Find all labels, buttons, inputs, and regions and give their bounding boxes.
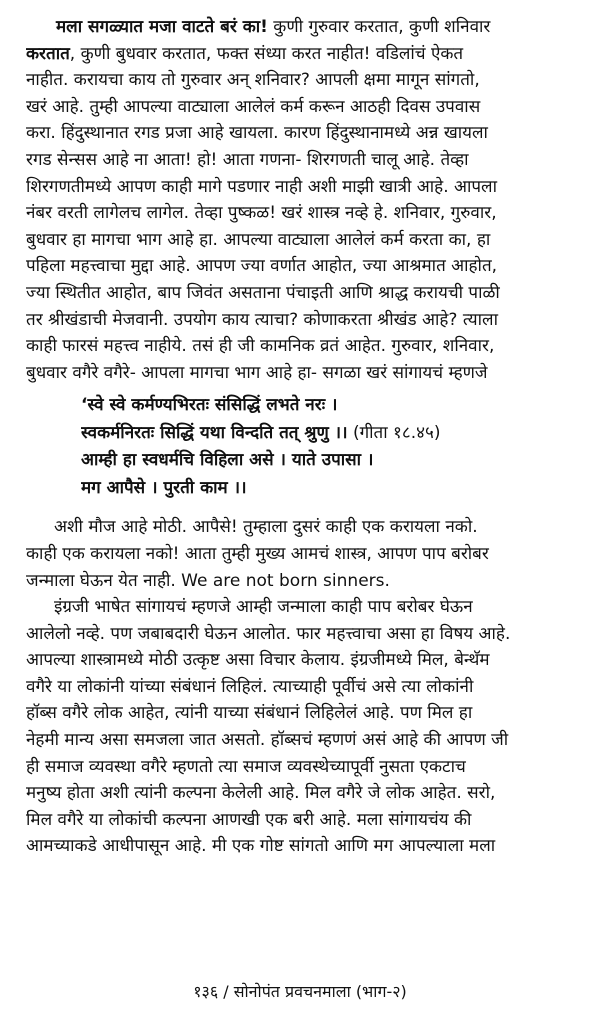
text-line: आमच्याकडे आधीपासून आहे. मी एक गोष्ट सांगतो आणि मग आपल्याला मला bbox=[26, 836, 496, 857]
text-line: शिरगणतीमध्ये आपण काही मागे पडणार नाही अशी माझी खात्री आहे. आपला bbox=[26, 176, 497, 197]
text-span: कुणी गुरुवार करतात, कुणी शनिवार bbox=[267, 17, 491, 37]
text-line: रगड सेन्सस आहे ना आता! हो! आता गणना- शिरगणती चालू आहे. तेव्हा bbox=[26, 149, 469, 170]
text-line: काही एक करायला नको! आता तुम्ही मुख्य आमचं शास्त्र, आपण पाप बरोबर bbox=[26, 543, 489, 564]
text-line: अशी मौज आहे मोठी. आपैसे! तुम्हाला दुसरं काही एक करायला नको. bbox=[54, 517, 478, 538]
text-line: जन्माला घेऊन येत नाही. We are not born sinners. bbox=[26, 570, 390, 591]
text-line: मनुष्य होता अशी त्यांनी कल्पना केलेली आहे. मिल वगैरे जे लोक आहेत. सरो, bbox=[26, 783, 496, 804]
text-line: करा. हिंदुस्थानात रगड प्रजा आहे खायला. कारण हिंदुस्थानामध्ये अन्न खायला bbox=[26, 123, 488, 144]
text-line: नेहमी मान्य असा समजला जात असतो. हॉब्सचं म्हणणं असं आहे की आपण जी bbox=[26, 730, 509, 751]
page-footer: १३६ / सोनोपंत प्रवचनमाला (भाग-२) bbox=[193, 982, 407, 1001]
text-line: खरं आहे. तुम्ही आपल्या वाट्याला आलेलं कर्म करून आठही दिवस उपवास bbox=[26, 96, 481, 117]
lead-phrase: मला सगळ्यात मजा वाटते बरं का! bbox=[56, 17, 268, 37]
verse-text: स्वकर्मनिरतः सिद्धिं यथा विन्दति तत् श्रुणु ।। bbox=[81, 422, 348, 443]
text-line: वगैरे या लोकांनी यांच्या संबंधानं लिहिलं. त्याच्याही पूर्वीचं असे त्या लोकांनी bbox=[26, 676, 474, 697]
text-line: इंग्रजी भाषेत सांगायचं म्हणजे आम्ही जन्माला काही पाप बरोबर घेऊन bbox=[54, 597, 473, 618]
bold-word: करतात bbox=[26, 43, 70, 64]
text-line: ज्या स्थितीत आहोत, बाप जिवंत असताना पंचाइती आणि श्राद्ध करायची पाळी bbox=[26, 282, 500, 303]
paragraph-2 bbox=[26, 514, 574, 594]
text-line: आपल्या शास्त्रामध्ये मोठी उत्कृष्ट असा विचार केलाय. इंग्रजीमध्ये मिल, बेन्थॅम bbox=[26, 650, 490, 671]
text-line: काही फारसं महत्त्व नाहीये. तसं ही जी कामनिक व्रतं आहेत. गुरुवार, शनिवार, bbox=[26, 336, 495, 357]
text-line: हॉब्स वगैरे लोक आहेत, त्यांनी याच्या संबंधानं लिहिलेलं आहे. पण मिल हा bbox=[26, 703, 473, 724]
verse-block bbox=[26, 392, 574, 502]
paragraph-1-line-1 bbox=[26, 14, 574, 41]
paragraph-1 bbox=[26, 14, 574, 386]
verse-line-4: मग आपैसे । पुरती काम ।। bbox=[81, 477, 247, 498]
verse-line-1: ‘स्वे स्वे कर्मण्यभिरतः संसिद्धिं लभते नरः । bbox=[81, 395, 338, 416]
text-line: बुधवार वगैरे वगैरे- आपला मागचा भाग आहे हा- सगळा खरं सांगायचं म्हणजे bbox=[26, 362, 488, 383]
text-line: ही समाज व्यवस्था वगैरे म्हणतो त्या समाज व्यवस्थेच्यापूर्वी नुसता एकटाच bbox=[26, 756, 466, 777]
paragraph-1-line-2 bbox=[26, 41, 574, 68]
text-line: बुधवार हा मागचा भाग आहे हा. आपल्या वाट्याला आलेलं कर्म करता का, हा bbox=[26, 229, 491, 250]
text-span: , कुणी बुधवार करतात, फक्त संध्या करत नाहीत! वडिलांचं ऐकत bbox=[69, 43, 464, 64]
text-line: पहिला महत्त्वाचा मुद्दा आहे. आपण ज्या वर्णात आहोत, ज्या आश्रमात आहोत, bbox=[26, 256, 498, 277]
text-line: तर श्रीखंडाची मेजवानी. उपयोग काय त्याचा? कोणाकरता श्रीखंड आहे? त्याला bbox=[26, 309, 498, 330]
text-line: नाहीत. करायचा काय तो गुरुवार अन् शनिवार? आपली क्षमा मागून सांगतो, bbox=[26, 70, 480, 91]
text-line: आलेलो नव्हे. पण जबाबदारी घेऊन आलोत. फार महत्त्वाचा असा हा विषय आहे. bbox=[26, 623, 511, 644]
verse-line-2 bbox=[81, 420, 574, 448]
text-line: मिल वगैरे या लोकांची कल्पना आणखी एक बरी आहे. मला सांगायचंय की bbox=[26, 809, 472, 830]
text-line: नंबर वरती लागेलच लागेल. तेव्हा पुष्कळ! खरं शास्त्र नव्हे हे. शनिवार, गुरुवार, bbox=[26, 203, 497, 224]
verse-line-3: आम्ही हा स्वधर्मचि विहिला असे । याते उपासा । bbox=[81, 450, 374, 471]
verse-reference: (गीता १८.४५) bbox=[347, 422, 441, 443]
paragraph-3 bbox=[26, 594, 574, 860]
